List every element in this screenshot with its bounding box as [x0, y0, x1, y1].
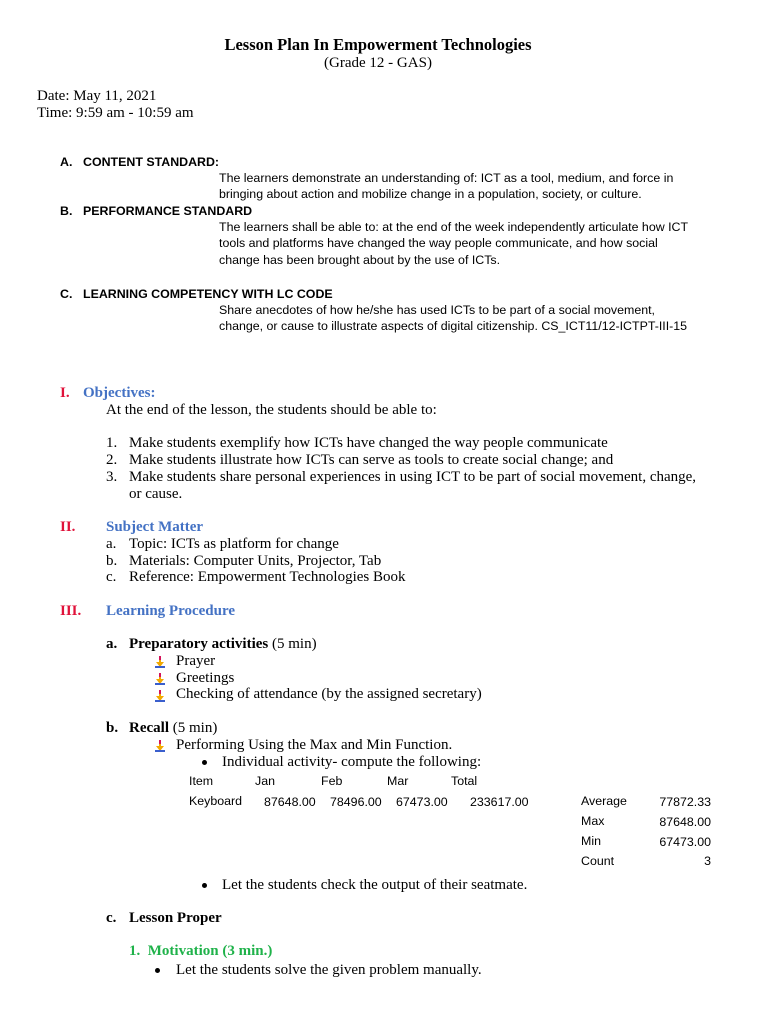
objective-item: Make students exemplify how ICTs have changed the way people communicate	[129, 435, 608, 451]
recall-item: Performing Using the Max and Min Function.	[176, 737, 453, 753]
objective-item-continued: or cause.	[129, 486, 183, 502]
subject-item-topic: Topic: ICTs as platform for change	[129, 536, 339, 552]
subject-item-marker: c.	[106, 569, 117, 585]
subject-item-materials: Materials: Computer Units, Projector, Tab	[129, 553, 382, 569]
prep-marker: a.	[106, 636, 118, 652]
table-header-total: Total	[451, 774, 478, 788]
std-a-marker: A.	[60, 155, 73, 169]
stat-label-max: Max	[581, 814, 605, 828]
recall-label: Recall	[129, 720, 169, 736]
dot-bullet-icon	[202, 760, 207, 765]
objectives-numeral: I.	[60, 385, 70, 401]
table-cell-jan: 87648.00	[264, 795, 316, 809]
stat-value-count: 3	[704, 854, 711, 868]
subject-matter-heading: Subject Matter	[106, 519, 204, 535]
objective-number: 1.	[106, 435, 118, 451]
prep-label: Preparatory activities	[129, 636, 269, 652]
table-cell-total: 233617.00	[470, 795, 529, 809]
content-standard-label: CONTENT STANDARD:	[83, 155, 220, 169]
performance-standard-text: The learners shall be able to: at the end of the week independently articulate how ICT	[219, 220, 689, 234]
subject-item-reference: Reference: Empowerment Technologies Book	[129, 569, 406, 585]
learning-competency-label: LEARNING COMPETENCY WITH LC CODE	[83, 287, 333, 301]
stat-label-min: Min	[581, 834, 601, 848]
motivation-heading: 1. Motivation (3 min.)	[129, 943, 273, 959]
arrow-bullet-icon	[154, 673, 166, 685]
table-header-item: Item	[189, 774, 214, 788]
objective-number: 2.	[106, 452, 118, 468]
prep-time: (5 min)	[268, 636, 317, 652]
prep-item: Prayer	[176, 653, 216, 669]
dot-bullet-icon	[202, 883, 207, 888]
stat-value-average: 77872.33	[659, 795, 711, 809]
subject-item-marker: a.	[106, 536, 117, 552]
learning-competency-text: Share anecdotes of how he/she has used ICTs to be part of a social movement,	[219, 303, 655, 317]
objectives-heading: Objectives:	[83, 385, 156, 401]
dot-bullet-icon	[155, 968, 160, 973]
procedure-numeral: III.	[60, 603, 82, 619]
content-standard-text: The learners demonstrate an understanding of: ICT as a tool, medium, and force in	[219, 171, 674, 185]
page-title: Lesson Plan In Empowerment Technologies	[224, 35, 532, 54]
motivation-item: Let the students solve the given problem manually.	[176, 962, 482, 978]
stat-label-count: Count	[581, 854, 615, 868]
recall-heading	[129, 720, 217, 737]
objective-item: Make students illustrate how ICTs can serve as tools to create social change; and	[129, 452, 614, 468]
arrow-bullet-icon	[154, 656, 166, 668]
date: Date: May 11, 2021	[37, 88, 157, 104]
subject-item-marker: b.	[106, 553, 118, 569]
learning-competency-text: change, or cause to illustrate aspects of digital citizenship. CS_ICT11/12-ICTPT-III-15	[219, 319, 688, 333]
recall-time: (5 min)	[168, 720, 218, 736]
table-header-jan: Jan	[255, 774, 275, 788]
objective-item: Make students share personal experiences in using ICT to be part of social movement, change,	[129, 469, 697, 485]
prep-heading	[129, 636, 317, 653]
std-b-marker: B.	[60, 204, 73, 218]
prep-item: Greetings	[176, 670, 235, 686]
table-cell-mar: 67473.00	[396, 795, 448, 809]
table-cell-feb: 78496.00	[330, 795, 382, 809]
stat-label-average: Average	[581, 794, 627, 808]
stat-value-min: 67473.00	[659, 835, 711, 849]
table-cell-item: Keyboard	[189, 794, 243, 808]
arrow-bullet-icon	[154, 690, 166, 702]
table-header-feb: Feb	[321, 774, 343, 788]
recall-subitem: Individual activity- compute the following:	[222, 754, 482, 770]
time: Time: 9:59 am - 10:59 am	[37, 105, 194, 121]
arrow-bullet-icon	[154, 740, 166, 752]
page-subtitle: (Grade 12 - GAS)	[324, 55, 432, 71]
procedure-heading: Learning Procedure	[106, 603, 236, 619]
lesson-proper-marker: c.	[106, 910, 117, 926]
content-standard-text: bringing about action and mobilize change in a population, society, or culture.	[219, 187, 642, 201]
stat-value-max: 87648.00	[659, 815, 711, 829]
objective-number: 3.	[106, 469, 118, 485]
prep-item: Checking of attendance (by the assigned secretary)	[176, 686, 482, 702]
recall-marker: b.	[106, 720, 119, 736]
performance-standard-text: tools and platforms have changed the way people communicate, and how social	[219, 236, 658, 250]
recall-check-item: Let the students check the output of their seatmate.	[222, 877, 528, 893]
performance-standard-label: PERFORMANCE STANDARD	[83, 204, 253, 218]
std-c-marker: C.	[60, 287, 73, 301]
performance-standard-text: change has been brought about by the use of ICTs.	[219, 253, 501, 267]
lesson-proper-heading: Lesson Proper	[129, 910, 222, 926]
table-header-mar: Mar	[387, 774, 409, 788]
subject-matter-numeral: II.	[60, 519, 76, 535]
objectives-intro: At the end of the lesson, the students should be able to:	[106, 402, 437, 418]
